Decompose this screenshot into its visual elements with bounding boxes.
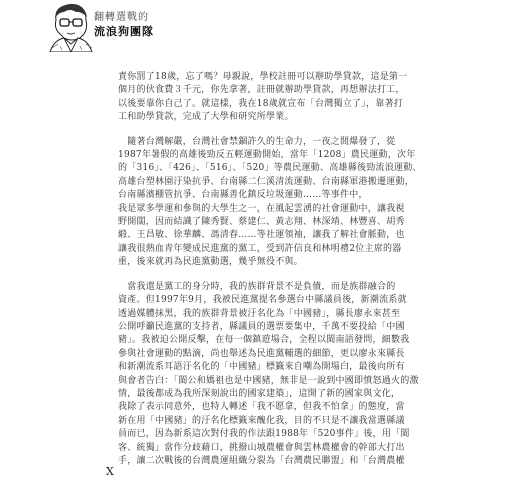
- text-line: 情，最後都成為我所深刻說出的國家建築」，這開了新的國家與文化，: [118, 388, 401, 399]
- text-line: 以後要靠你自己了。就這樣，我在18歲就宣布「台灣獨立了」，靠著打: [118, 98, 403, 109]
- author-portrait-icon: [46, 0, 96, 52]
- header-subtitle: 翻轉選戰的: [94, 12, 149, 23]
- text-line: 與會者告白：「閩公和媽祖也是中國豬，無非是一說到中國即憤怒過火的激: [118, 375, 419, 386]
- paragraph-1: [118, 71, 411, 125]
- text-line: 新在用「中國豬」的汙名化標籤來醜化我，目的不只是不讓我當選縣議: [118, 415, 405, 426]
- text-line: 高雄台塑林園汙染抗爭、台南縣二仁溪清流運動、台南縣軍港搬遷運動，: [118, 176, 415, 187]
- header-title: 流浪狗團隊: [94, 25, 154, 38]
- text-line: 當我還是黨工的身分時，我的族群背景不是負債，而是族群融合的: [118, 281, 396, 292]
- text-line: 我是眾多學運和參與的大學生之一，在風起雲湧的社會運動中，讓我視: [118, 203, 405, 214]
- text-line: 隨著台灣解嚴，台灣社會禁錮許久的生命力，一夜之間爆發了，從: [118, 136, 396, 147]
- text-line: 野開闊，因而結識了陳秀賢、蔡建仁、黃志翔、林深靖、林豐喜、胡秀: [118, 217, 405, 228]
- text-line: 個月的伙食費３千元，你先拿著，註冊就辦助學貸款，再想辦法打工，: [118, 85, 405, 96]
- text-line: 參與社會運動的點滴，尚也舉述為民進黨輔選的細節，更以廖永來縣長: [118, 348, 405, 359]
- text-line: 1987年暑假的高雄後勁反五輕運動開始，當年「1208」農民運動，次年: [118, 150, 416, 161]
- text-line: 和新潮流系耳語汙名化的「中國豬」標籤來自嘲為開場白，最後向所有: [118, 362, 405, 373]
- body-text: [118, 71, 422, 468]
- text-line: 讓我很熱血青年變成民進黨的黨工，受到許信良和林明禮2位主席的器: [118, 243, 402, 254]
- text-line: 豬」。我被迫公開反擊，在每一個鎮遊場合，全程以閩南語發問，細數我: [118, 335, 410, 346]
- text-line: 台南縣濱棚管抗爭、台南縣善化鎮反垃圾運動……等事件中，: [118, 190, 368, 201]
- paragraph-3: [118, 281, 419, 469]
- text-line: 重，後來就再為民進黨動選，幾乎無役不與。: [118, 257, 304, 268]
- text-line: 緞、王昌敏、徐華麟、馮清春……等社運領袖，讓我了解社會脈動，也: [118, 230, 405, 241]
- text-line: 透過媒體抹黑，我的族群背景被汙名化為「中國豬」，縣長廖永來甚至: [118, 308, 401, 319]
- page-number: X: [106, 465, 114, 478]
- text-line: 責你罰了18歲，忘了嗎？母親說，學校註冊可以辦助學貸款，這是第一: [118, 72, 408, 82]
- text-line: 公開呼籲民進黨的支持者，縣議員的選票要集中，千萬不要投給「中國: [118, 321, 405, 332]
- text-line: 的「316」、「426」、「516」、「520」等農民運動、高雄縣後勁流浪運動、: [118, 163, 422, 174]
- text-line: 資產。但1997年9月，我被民進黨提名參選台中縣議員後，新潮流系就: [118, 295, 407, 306]
- text-line: 客、統獨」當作分歧藉口，挑撥山城農權會與雲林農權會的幹部大打出: [118, 442, 405, 453]
- text-line: 手，讓二次戰後的台灣農運組織分裂為「台灣農民聯盟」和「台灣農權: [118, 455, 405, 466]
- running-header: [46, 0, 246, 60]
- text-line: 員而已，因為新系這次對付我的作法跟1988年「520事件」後，用「閩: [118, 429, 410, 440]
- paragraph-2: [118, 136, 422, 270]
- text-line: 我除了表示同意外，也特人轉述「我不愿拿，但我不怕拿」的態度，當: [118, 402, 405, 413]
- text-line: 工和助學貸款，完成了大學和研究所學業。: [118, 112, 294, 123]
